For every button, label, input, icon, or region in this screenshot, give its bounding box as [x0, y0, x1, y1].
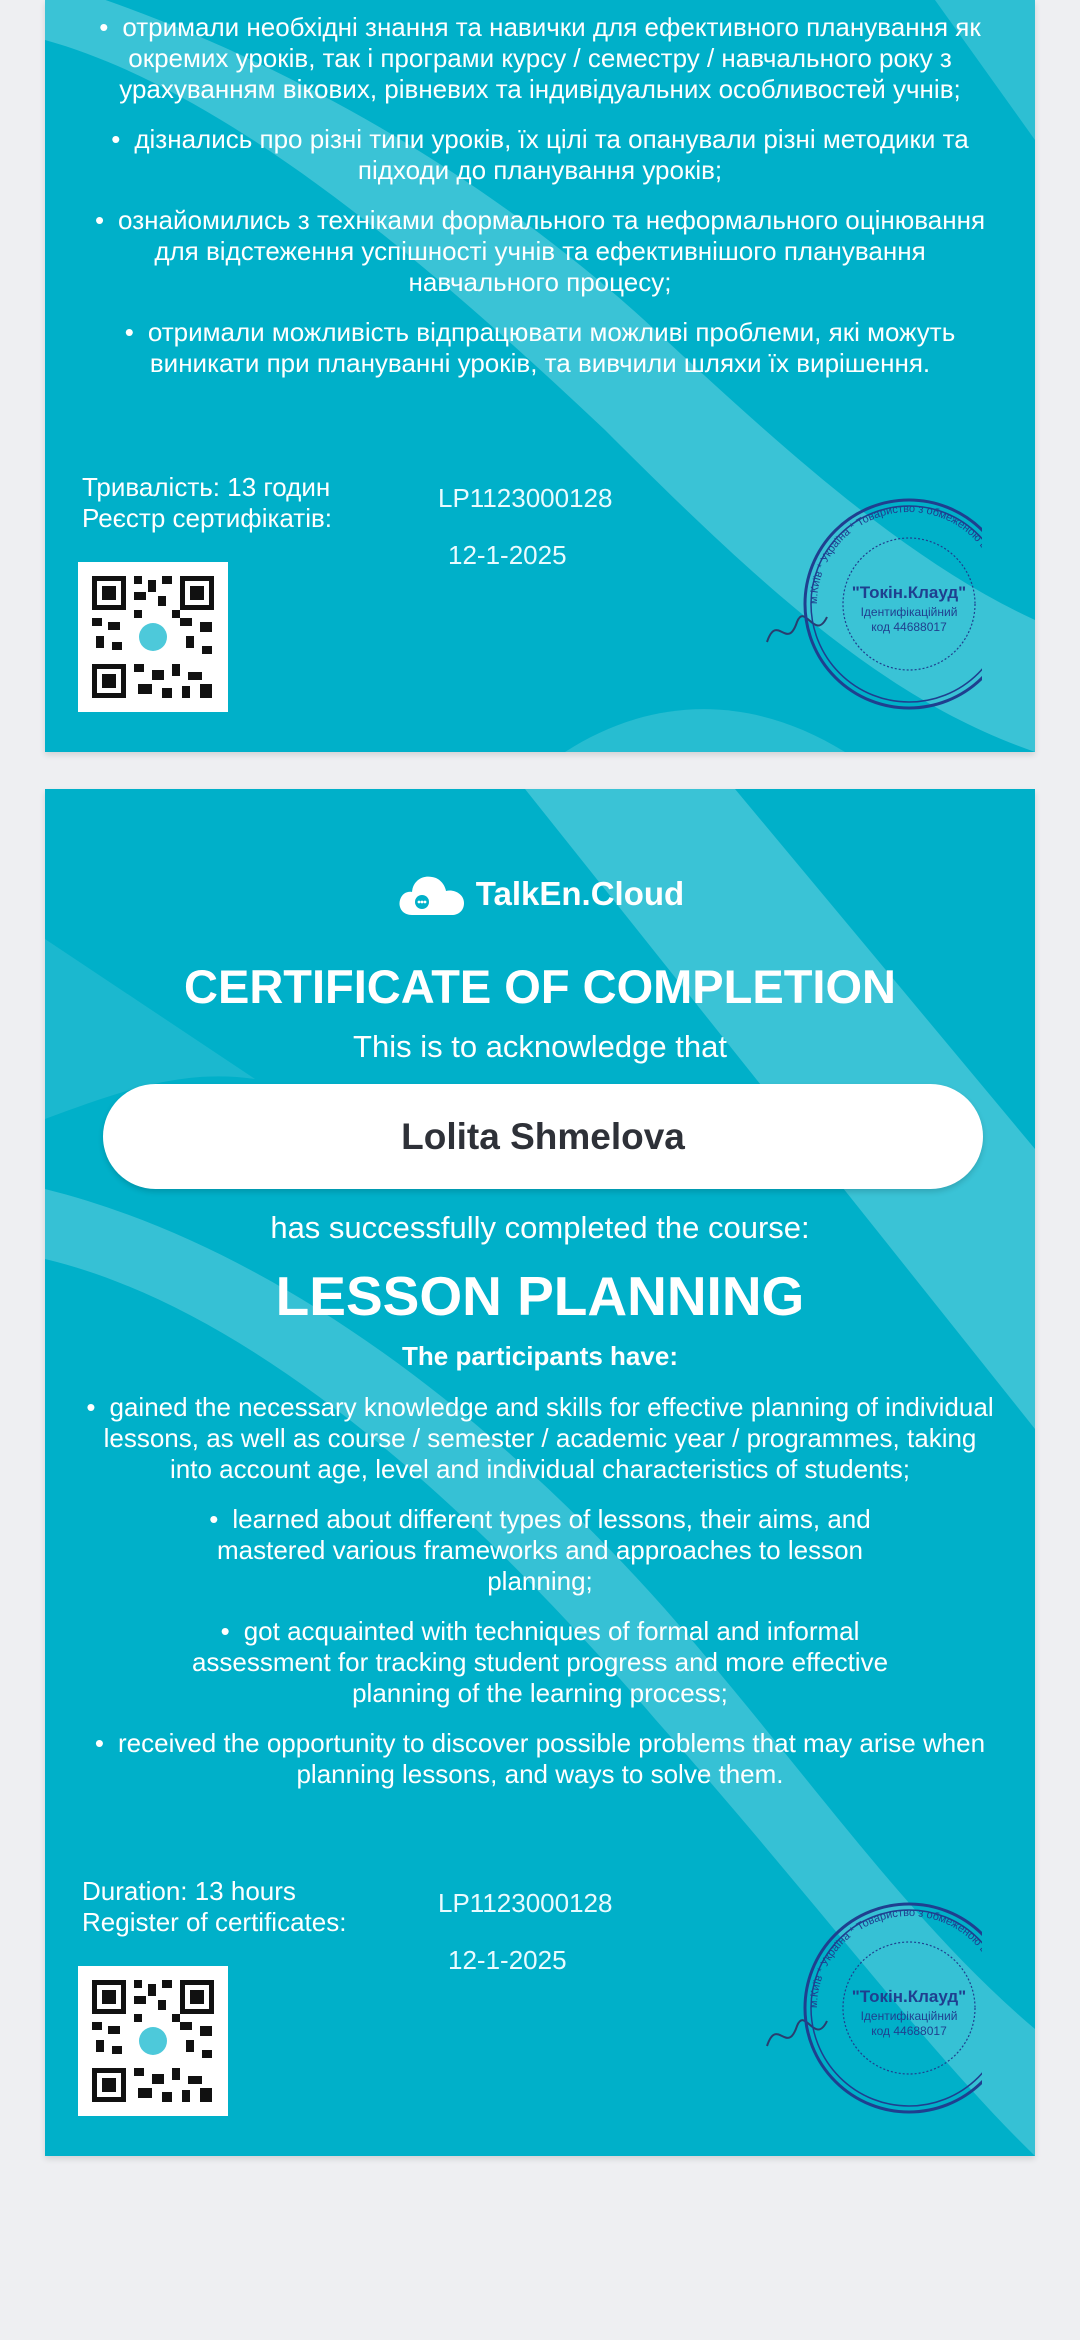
course-title: LESSON PLANNING [275, 1265, 805, 1327]
en-bullet-4: • received the opportunity to discover possible problems that may arise when planning lessons, and ways to solve them. [94, 1728, 986, 1789]
recipient-name: Lolita Shmelova [401, 1115, 685, 1157]
ua-register-label: Реєстр сертифікатів: [82, 503, 333, 533]
ua-signature-icon [767, 616, 827, 642]
qr-code-icon [78, 562, 228, 712]
recipient-name-box [103, 1084, 983, 1189]
en-bullet-2: • learned about different types of lessons, their aims, and mastered various frameworks and approaches to lesson planning; [209, 1504, 871, 1596]
certificate-english [45, 789, 1035, 2156]
svg-text:м.Київ * Україна * Товариство: м.Київ * Україна * Товариство з обмежено [807, 1906, 978, 2009]
ua-bullet-1: • отримали необхідні знання та навички для ефективного планування як окремих уроків, так і програми курсу / семестру / навчального року з урахуванням вікових, рівневих та індивідуальних особливостей учнів; [99, 12, 981, 104]
ua-bullet-4: • отримали можливість відпрацювати можливі проблеми, які можуть виникати при плануванні уроків, та вивчили шляхи їх вирішення. [124, 317, 956, 378]
en-company-stamp [757, 1896, 982, 2121]
ua-participants-list [65, 12, 1015, 398]
svg-text:Ідентифікаційний: Ідентифікаційний [860, 2009, 958, 2023]
svg-text:"Токін.Клауд": "Токін.Клауд" [851, 583, 967, 602]
qr-code-icon [78, 1966, 228, 2116]
ua-qr-code[interactable] [78, 562, 228, 712]
certificate-ukrainian [45, 0, 1035, 752]
svg-text:Ідентифікаційний: Ідентифікаційний [860, 605, 958, 619]
en-participants-list [65, 1392, 1015, 1809]
en-signature-icon [767, 2020, 827, 2046]
logo-text: TalkEn.Cloud [475, 875, 685, 912]
en-issue-date: 12-1-2025 [448, 1945, 567, 1975]
acknowledge-text: This is to acknowledge that [353, 1029, 727, 1064]
ua-issue-date: 12-1-2025 [448, 540, 567, 570]
svg-text:м.Київ * Україна * Товариство: м.Київ * Україна * Товариство з обмежено [807, 502, 978, 605]
en-register-number: LP1123000128 [438, 1888, 613, 1918]
en-bullet-1: • gained the necessary knowledge and skills for effective planning of individual lessons, as well as course / semester / academic year / programmes, taking into account age, level and individual characteristics of students; [86, 1392, 994, 1484]
ua-company-stamp [757, 492, 982, 717]
en-qr-code[interactable] [78, 1966, 228, 2116]
participants-heading: The participants have: [402, 1341, 678, 1371]
svg-text:код 44688017: код 44688017 [871, 2024, 947, 2038]
en-register-label: Register of certificates: [82, 1907, 347, 1937]
talkencloud-logo [45, 869, 1035, 924]
certificate-title: CERTIFICATE OF COMPLETION [184, 960, 896, 1013]
en-duration-label: Duration: 13 hours [82, 1876, 296, 1906]
en-bullet-3: • got acquainted with techniques of formal and informal assessment for tracking student progress and more effective planning of the learning process; [191, 1616, 889, 1708]
ua-duration-label: Тривалість: 13 годин [82, 472, 331, 502]
ua-register-number: LP1123000128 [438, 483, 613, 513]
svg-text:"Токін.Клауд": "Токін.Клауд" [851, 1987, 967, 2006]
cloud-chat-icon [396, 869, 468, 919]
completed-text: has successfully completed the course: [270, 1210, 810, 1245]
ua-bullet-2: • дізнались про різні типи уроків, їх цілі та опанували різні методики та підходи до планування уроків; [111, 124, 969, 185]
ua-bullet-3: • ознайомились з техніками формального та неформального оцінювання для відстеження успішності учнів та ефективнішого планування навчального процесу; [94, 205, 986, 297]
svg-text:код 44688017: код 44688017 [871, 620, 947, 634]
